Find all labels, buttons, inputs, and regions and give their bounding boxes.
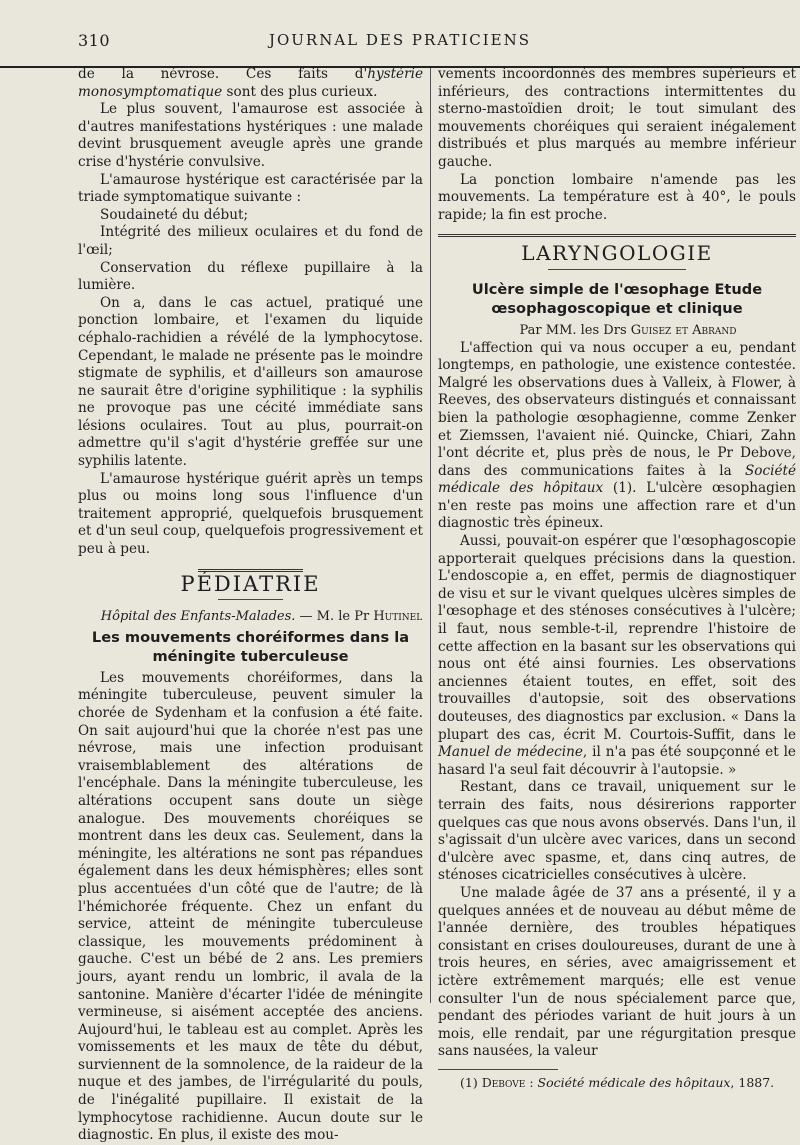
paragraph: Les mouvements choréiformes, dans la méningite tuberculeuse, peuvent simuler la chorée de Sydenham et la confusion a été faite. On sait aujourd'hui que la chorée n'est pas une névrose, mais une infection produisant vraisemblablement des altérations de l'encéphale. Dans la méningite tuberculeuse, les altérations occupent sans doute un siège analogue. Des mouvements choréiques se montrent dans les deux cas. Seulement, dans la méningite, les altérations ne sont pas répandues également dans les deux hémisphères; elles sont plus accentuées d'un côté que de l'autre; de là l'hémichorée fréquente. Chez un enfant du service, atteint de méningite tuberculeuse classique, les mouvements prédominent à gauche. C'est un bébé de 2 ans. Les premiers jours, ayant rendu un lombric, il avala de la santonine. Manière d'écarter l'idée de méningite vermineuse, si aisément acceptée des anciens. Aujourd'hui, le tableau est au complet. Après les vomissements et les maux de tête du début, surviennent de la somnolence, de la raideur de la nuque et des jambes, de l'irrégularité du pouls, de l'inégalité pupillaire. Il existait de la lymphocytose rachidienne. Aucun doute sur le diagnostic. En plus, il existe des mou- bbox=[78, 669, 423, 1144]
article-byline: Par MM. les Drs Guisez et Abrand bbox=[519, 322, 737, 338]
footnote: (1) Debove : Société médicale des hôpitaux, 1887. bbox=[460, 1074, 775, 1090]
section-title-laryngologie: LARYNGOLOGIE bbox=[521, 241, 713, 266]
paragraph: L'amaurose hystérique est caractérisée par la triade symptomatique suivante : bbox=[78, 171, 423, 206]
paragraph: Le plus souvent, l'amaurose est associée à d'autres manifestations hystériques : une malade devint brusquement aveugle après une grande crise d'hystérie convulsive. bbox=[78, 101, 423, 170]
page-number: 310 bbox=[78, 31, 111, 50]
triad-item: Soudaineté du début; bbox=[100, 206, 249, 223]
column-divider bbox=[430, 68, 431, 1003]
article-title: Les mouvements choréiformes dans la méningite tuberculeuse bbox=[91, 628, 410, 665]
triad-item: Intégrité des milieux oculaires et du fond de l'œil; bbox=[78, 224, 423, 258]
section-title-pediatrie: PÉDIATRIE bbox=[180, 571, 321, 596]
article-byline: Hôpital des Enfants-Malades. — M. le Pr Hutinel bbox=[100, 609, 423, 625]
paragraph: Restant, dans ce travail, uniquement sur le terrain des faits, nous désirerions rapporter quelques cas que nous avons observés. Dans l'un, il s'agissait d'un ulcère avec varices, dans un second d'ulcère avec spasme, et, dans cinq autres, de sténoses cicatricielles consécutives à ulcère. bbox=[438, 779, 796, 884]
paragraph: La ponction lombaire n'amende pas les mouvements. La température est à 40°, le pouls rapide; la fin est proche. bbox=[438, 171, 796, 223]
section-header bbox=[438, 234, 796, 270]
left-column bbox=[78, 66, 423, 1145]
page-header bbox=[0, 0, 800, 68]
paragraph: de la névrose. Ces faits d'hystérie monosymptomatique sont des plus curieux. bbox=[78, 66, 423, 100]
paragraph: L'affection qui va nous occuper a eu, pendant longtemps, en pathologie, une existence contestée. Malgré les observations dues à Valleix, à Flower, à Reeves, des observateurs distingués et connaissant bien la pathologie œsophagienne, comme Zenker et Ziemssen, l'avaient nié. Quincke, Chiari, Zahn l'ont décrite et, plus près de nous, le Pr Debove, dans des communications faites à la Société médicale des hôpitaux (1). L'ulcère œsophagien n'en reste pas moins une affection rare et d'un diagnostic très épineux. bbox=[438, 339, 797, 532]
paragraph: vements incoordonnés des membres supérieurs et inférieurs, des contractions intermittentes du sterno-mastoïdien droit; le tout simulant des mouvements choréiques qui seraient inégalement distribués et plus marqués au membre inférieur gauche. bbox=[438, 66, 796, 170]
section-rule bbox=[218, 599, 283, 600]
paragraph: On a, dans le cas actuel, pratiqué une ponction lombaire, et l'examen du liquide céphalo-rachidien a révélé de la lymphocytose. Cependant, le malade ne présente pas le moindre stigmate de syphilis, et d'ailleurs son amaurose ne saurait être d'origine syphilitique : la syphilis ne provoque pas une cécité immédiate sans lésions oculaires. Tout au plus, pourrait-on admettre qu'il s'agit d'hystérie greffée sur une syphilis latente. bbox=[78, 294, 423, 470]
right-column bbox=[438, 66, 796, 1091]
journal-title: JOURNAL DES PRATICIENS bbox=[268, 31, 532, 49]
article-title: Ulcère simple de l'œsophage Etude œsophagoscopique et clinique bbox=[471, 280, 763, 317]
section-rule bbox=[548, 269, 686, 270]
paragraph: L'amaurose hystérique guérit après un temps plus ou moins long sous l'influence d'un traitement approprié, quelquefois brusquement et d'un seul coup, quelquefois progressivement et peu à peu. bbox=[78, 470, 423, 558]
paragraph: Une malade âgée de 37 ans a présenté, il y a quelques années et de nouveau au début même de l'année dernière, des troubles hépatiques consistant en crises douloureuses, durant de une à trois heures, en séries, avec amaigrissement et ictère extrêmement marqués; elle est venue consulter l'un de nous spécialement parce que, pendant des périodes variant de huit jours à un mois, elle rendait, par une régurgitation presque sans nausées, la valeur bbox=[438, 884, 796, 1060]
triad-item: Conservation du réflexe pupillaire à la lumière. bbox=[78, 259, 423, 294]
footnote-rule bbox=[438, 1069, 558, 1070]
paragraph: Aussi, pouvait-on espérer que l'œsophagoscopie apporterait quelques précisions dans la question. L'endoscopie a, en effet, permis de diagnostiquer de visu et sur le vivant quelques ulcères simples de l'œsophage et des sténoses consécutives à l'ulcère; il faut, nous semble-t-il, reprendre l'histoire de cette affection en la basant sur les observations qui nous ont été ainsi fournies. Les observations anciennes étaient toutes, en effet, soit des trouvailles d'autopsie, soit des observations douteuses, des diagnostics par exclusion. « Dans la plupart des cas, écrit M. Courtois-Suffit, dans le Manuel de médecine, il n'a pas été soupçonné et le hasard l'a seul fait découvrir à l'autopsie. » bbox=[438, 533, 796, 778]
